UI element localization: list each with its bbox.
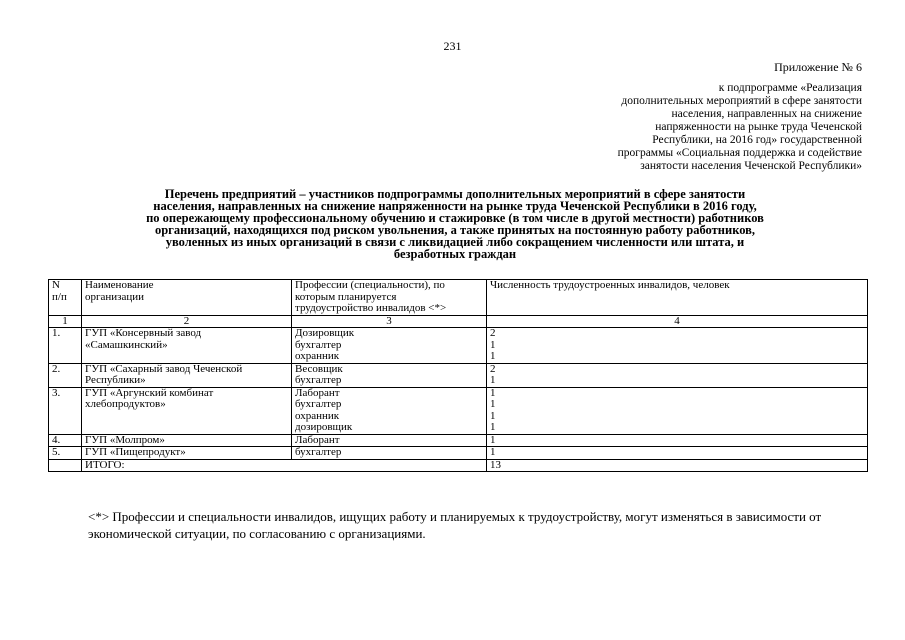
enterprises-table — [48, 279, 868, 472]
total-value: 13 — [487, 459, 868, 472]
appendix-line: дополнительных мероприятий в сфере занятости — [621, 95, 862, 107]
appendix-line: программы «Социальная поддержка и содействие — [617, 147, 862, 159]
appendix-block — [618, 61, 862, 173]
header-count: Численность трудоустроенных инвалидов, человек — [487, 280, 868, 316]
total-empty — [49, 459, 82, 472]
row-num: 3. — [49, 387, 82, 434]
table-row — [49, 447, 868, 460]
row-prof: Весовщик бухгалтер — [292, 363, 487, 387]
column-numbers-row — [49, 315, 868, 328]
title-line: уволенных из иных организаций в связи с ликвидацией либо сокращением численности или штата, и — [165, 235, 745, 249]
title-line: безработных граждан — [393, 247, 517, 261]
header-org: Наименование организации — [82, 280, 292, 316]
appendix-line: напряженности на рынке труда Чеченской — [655, 121, 862, 133]
row-count: 1 — [487, 447, 868, 460]
row-prof: Дозировщик бухгалтер охранник — [292, 328, 487, 364]
appendix-heading: Приложение № 6 — [774, 60, 862, 74]
row-num: 5. — [49, 447, 82, 460]
row-count: 2 1 1 — [487, 328, 868, 364]
row-num: 1. — [49, 328, 82, 364]
row-num: 2. — [49, 363, 82, 387]
document-title — [80, 188, 830, 260]
table-row — [49, 363, 868, 387]
column-number: 1 — [49, 315, 82, 328]
row-count: 1 1 1 1 — [487, 387, 868, 434]
row-org: ГУП «Молпром» — [82, 434, 292, 447]
header-prof: Профессии (специальности), по которым планируется трудоустройство инвалидов <*> — [292, 280, 487, 316]
row-org: ГУП «Консервный завод «Самашкинский» — [82, 328, 292, 364]
row-org: ГУП «Аргунский комбинат хлебопродуктов» — [82, 387, 292, 434]
title-line: по опережающему профессиональному обучению и стажировке (в том числе в другой местности) работников — [146, 211, 764, 225]
row-prof: бухгалтер — [292, 447, 487, 460]
row-num: 4. — [49, 434, 82, 447]
row-prof: Лаборант — [292, 434, 487, 447]
row-org: ГУП «Сахарный завод Чеченской Республики» — [82, 363, 292, 387]
row-org: ГУП «Пищепродукт» — [82, 447, 292, 460]
page-number: 231 — [443, 39, 462, 53]
total-label: ИТОГО: — [82, 459, 487, 472]
column-number: 3 — [292, 315, 487, 328]
title-line: Перечень предприятий – участников подпрограммы дополнительных мероприятий в сфере занятости — [164, 187, 746, 201]
column-number: 2 — [82, 315, 292, 328]
appendix-line: Республики, на 2016 год» государственной — [652, 134, 862, 146]
table-row — [49, 434, 868, 447]
appendix-line: к подпрограмме «Реализация — [718, 82, 862, 94]
appendix-line: занятости населения Чеченской Республики» — [640, 160, 862, 172]
title-line: населения, направленных на снижение напряженности на рынке труда Чеченской Республики в 2016 году, — [153, 199, 757, 213]
row-count: 2 1 — [487, 363, 868, 387]
column-number: 4 — [487, 315, 868, 328]
footnote: <*> Профессии и специальности инвалидов, ищущих работу и планируемых к трудоустройству, могут изменяться в зависимости от экономической ситуации, по согласованию с организациями. — [88, 509, 822, 541]
header-row — [49, 280, 868, 316]
row-count: 1 — [487, 434, 868, 447]
row-prof: Лаборант бухгалтер охранник дозировщик — [292, 387, 487, 434]
title-line: организаций, находящихся под риском увольнения, а также принятых на постоянную работу работников, — [154, 223, 756, 237]
header-num: N п/п — [49, 280, 82, 316]
total-row — [49, 459, 868, 472]
appendix-line: населения, направленных на снижение — [671, 108, 862, 120]
table-row — [49, 387, 868, 434]
table-row — [49, 328, 868, 364]
